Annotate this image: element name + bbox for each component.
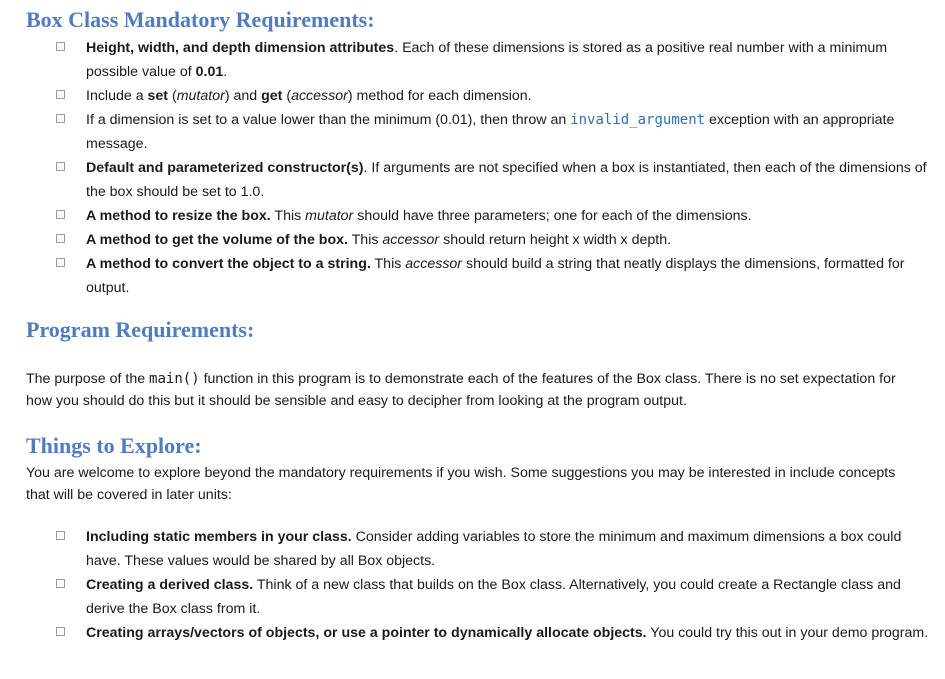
list-item xyxy=(0,252,945,300)
inline-code: main() xyxy=(149,371,200,387)
item-bold-text: Default and parameterized constructor(s) xyxy=(86,160,364,176)
checkbox-icon[interactable] xyxy=(56,42,65,51)
item-text: ) and xyxy=(224,88,262,104)
item-text: should have three parameters; one for each of the dimensions. xyxy=(353,208,752,224)
checkbox-icon[interactable] xyxy=(56,234,65,243)
item-italic-text: accessor xyxy=(291,88,348,104)
item-text: exception with an appropriate message. xyxy=(86,112,895,152)
checkbox-icon[interactable] xyxy=(56,114,65,123)
item-bold-text: A method to get the volume of the box. xyxy=(86,232,348,248)
item-italic-text: mutator xyxy=(305,208,354,224)
checkbox-icon[interactable] xyxy=(56,258,65,267)
heading-program-requirements: Program Requirements: xyxy=(26,317,255,342)
inline-code: invalid_argument xyxy=(570,112,706,128)
item-text: ( xyxy=(282,88,292,104)
item-text: Think of a new class that builds on the Box class. Alternatively, you could create a Rectangle class and derive the Box class from it. xyxy=(86,577,901,617)
list-item xyxy=(0,621,945,645)
list-item xyxy=(0,228,945,252)
item-text: If a dimension is set to a value lower than the minimum (0.01), then throw an xyxy=(86,112,571,128)
item-text: should return height x width x depth. xyxy=(439,232,672,248)
item-text: . If arguments are not specified when a box is instantiated, then each of the dimensions of the box should be set to 1.0. xyxy=(86,160,927,200)
item-text: Include a xyxy=(86,88,148,104)
item-bold-text: Creating arrays/vectors of objects, or use a pointer to dynamically allocate objects. xyxy=(86,625,647,641)
list-item xyxy=(0,204,945,228)
item-bold-text: A method to convert the object to a string. xyxy=(86,256,371,272)
checkbox-icon[interactable] xyxy=(56,531,65,540)
item-italic-text: mutator xyxy=(176,88,225,104)
program-requirements-paragraph xyxy=(26,368,906,412)
mandatory-requirements-list xyxy=(0,36,945,300)
item-italic-text: accessor xyxy=(405,256,463,272)
item-text: . Each of these dimensions is stored as a positive real number with a minimum possible value of xyxy=(86,40,888,80)
item-text: You could try this out in your demo program. xyxy=(646,625,929,641)
list-item xyxy=(0,156,945,204)
item-text: . xyxy=(223,64,228,80)
item-bold-text: get xyxy=(261,88,283,104)
item-text: Consider adding variables to store the minimum and maximum dimensions a box could have. These values would be shared by all Box objects. xyxy=(86,529,902,569)
explore-list xyxy=(0,525,945,645)
item-text: This xyxy=(270,208,306,224)
item-bold-text: 0.01 xyxy=(195,64,224,80)
list-item xyxy=(0,84,945,108)
item-bold-text: Creating a derived class. xyxy=(86,577,254,593)
heading-things-to-explore: Things to Explore: xyxy=(26,433,202,458)
list-item xyxy=(0,36,945,84)
checkbox-icon[interactable] xyxy=(56,627,65,636)
item-text: This xyxy=(347,232,383,248)
item-bold-text: A method to resize the box. xyxy=(86,208,271,224)
item-text: ( xyxy=(168,88,177,104)
item-bold-text: Height, width, and depth dimension attributes xyxy=(86,40,395,56)
item-text: This xyxy=(370,256,406,272)
item-text: should build a string that neatly displays the dimensions, formatted for output. xyxy=(86,256,905,296)
item-bold-text: Including static members in your class. xyxy=(86,529,352,545)
checkbox-icon[interactable] xyxy=(56,579,65,588)
paragraph-text: function in this program is to demonstrate each of the features of the Box class. There is no set expectation for how you should do this but it should be sensible and easy to decipher from looking at the program output. xyxy=(26,371,896,409)
list-item xyxy=(0,525,945,573)
item-text: ) method for each dimension. xyxy=(347,88,532,104)
explore-intro-paragraph: You are welcome to explore beyond the mandatory requirements if you wish. Some suggestions you may be interested in include concepts that will be covered in later units: xyxy=(26,465,896,503)
list-item xyxy=(0,108,945,156)
item-italic-text: accessor xyxy=(382,232,440,248)
checkbox-icon[interactable] xyxy=(56,90,65,99)
item-bold-text: set xyxy=(147,88,169,104)
heading-box-class-requirements: Box Class Mandatory Requirements: xyxy=(26,7,375,32)
checkbox-icon[interactable] xyxy=(56,210,65,219)
checkbox-icon[interactable] xyxy=(56,162,65,171)
list-item xyxy=(0,573,945,621)
paragraph-text: The purpose of the xyxy=(26,371,150,387)
